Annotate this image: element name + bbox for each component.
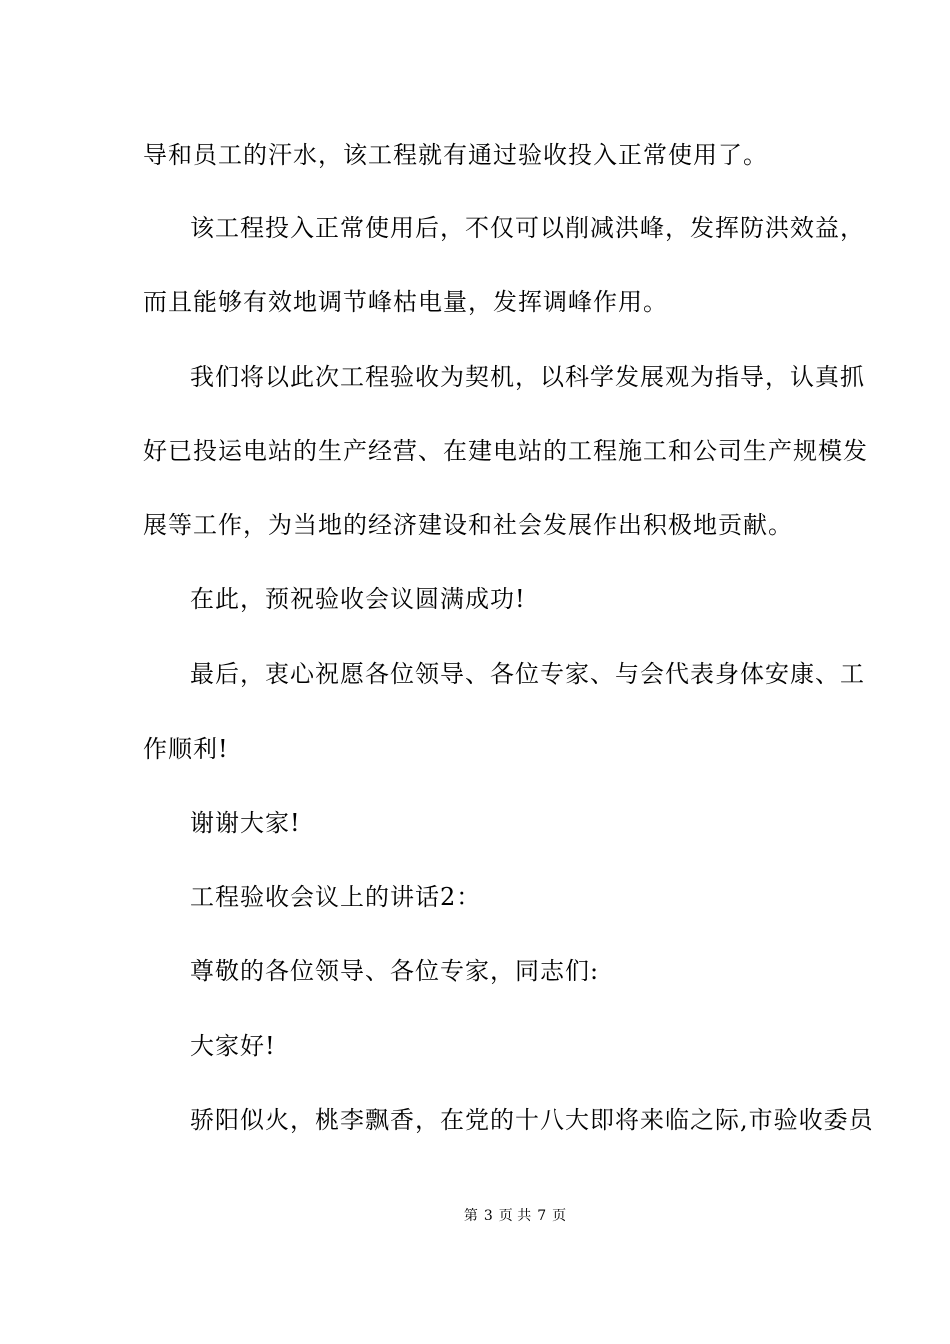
paragraph-line: 谢谢大家! xyxy=(190,809,301,837)
footer-suffix: 页 xyxy=(552,1208,567,1224)
paragraph-line: 该工程投入正常使用后，不仅可以削减洪峰，发挥防洪效益， xyxy=(190,214,865,242)
paragraph-line: 最后，衷心祝愿各位领导、各位专家、与会代表身体安康、工 xyxy=(190,660,865,688)
footer-middle: 页 共 xyxy=(498,1208,532,1224)
paragraph-line: 我们将以此次工程验收为契机，以科学发展观为指导，认真抓 xyxy=(190,363,865,391)
paragraph-line: 展等工作，为当地的经济建设和社会发展作出积极地贡献。 xyxy=(143,511,793,539)
paragraph-line: 而且能够有效地调节峰枯电量，发挥调峰作用。 xyxy=(143,288,668,316)
paragraph-line: 作顺利! xyxy=(143,735,229,763)
footer-prefix: 第 xyxy=(463,1208,478,1224)
paragraph-line: 导和员工的汗水，该工程就有通过验收投入正常使用了。 xyxy=(143,141,768,169)
paragraph-line: 在此，预祝验收会议圆满成功! xyxy=(190,585,526,613)
greeting: 大家好! xyxy=(190,1032,276,1060)
paragraph-line: 骄阳似火，桃李飘香，在党的十八大即将来临之际,市验收委员 xyxy=(190,1106,874,1134)
current-page-number: 3 xyxy=(483,1208,493,1224)
total-pages-number: 7 xyxy=(537,1208,547,1224)
salutation: 尊敬的各位领导、各位专家，同志们: xyxy=(190,957,600,985)
paragraph-line: 好已投运电站的生产经营、在建电站的工程施工和公司生产规模发 xyxy=(143,437,868,465)
section-heading: 工程验收会议上的讲话2： xyxy=(190,883,482,911)
page-footer xyxy=(0,1206,950,1226)
